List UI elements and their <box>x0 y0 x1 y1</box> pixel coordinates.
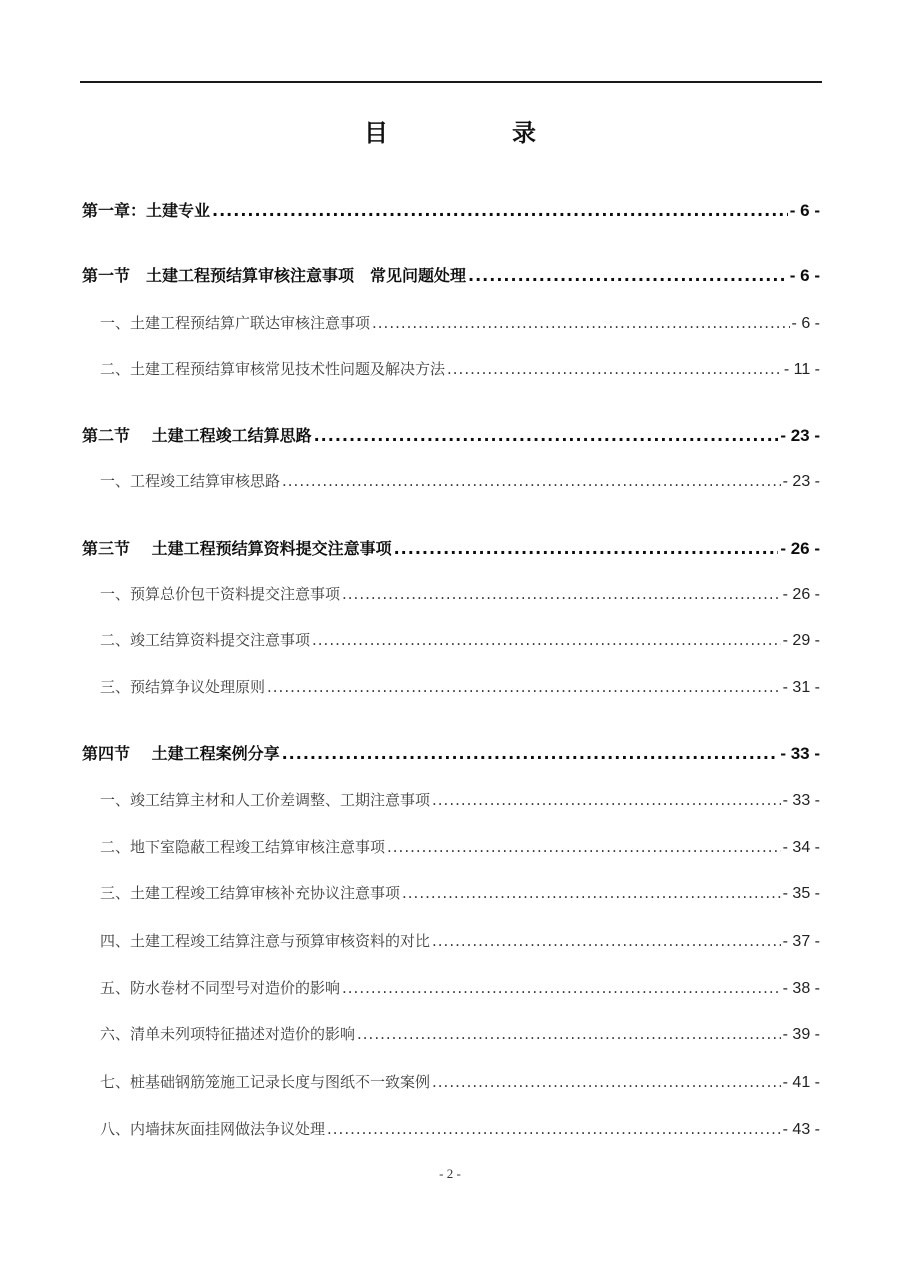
toc-page-number: - 26 - <box>782 586 820 603</box>
toc-entry-4-3[interactable] <box>82 882 820 903</box>
toc-page-number: - 29 - <box>782 632 820 649</box>
toc-leader-dots <box>394 539 779 558</box>
toc-entry-4-7[interactable] <box>82 1071 820 1092</box>
toc-section-2[interactable] <box>82 423 820 446</box>
toc-leader-dots <box>342 979 781 997</box>
toc-leader-dots <box>212 201 788 220</box>
toc-label: 第一章：土建专业 <box>82 201 211 220</box>
toc-page-number: - 23 - <box>780 426 820 445</box>
toc-entry-4-6[interactable] <box>82 1023 820 1044</box>
toc-leader-dots <box>327 1120 781 1138</box>
toc-leader-dots <box>314 426 779 445</box>
toc-label: 第一节 土建工程预结算审核注意事项 常见问题处理 <box>82 266 467 285</box>
toc-entry-3-2[interactable] <box>82 629 820 650</box>
toc-leader-dots <box>282 472 781 490</box>
toc-page-number: - 6 - <box>791 315 820 332</box>
toc-label: 一、竣工结算主材和人工价差调整、工期注意事项 <box>100 791 431 809</box>
toc-label: 一、预算总价包干资料提交注意事项 <box>100 585 341 603</box>
toc-label: 二、竣工结算资料提交注意事项 <box>100 631 311 649</box>
toc-label: 三、土建工程竣工结算审核补充协议注意事项 <box>100 884 401 902</box>
toc-label: 二、土建工程预结算审核常见技术性问题及解决方法 <box>100 360 446 378</box>
toc-chapter-1[interactable] <box>82 198 820 221</box>
page-footer-number: - 2 - <box>439 1166 461 1181</box>
toc-page-number: - 34 - <box>782 839 820 856</box>
toc-leader-dots <box>468 266 788 285</box>
toc-page-number: - 41 - <box>782 1074 820 1091</box>
toc-entry-4-2[interactable] <box>82 836 820 857</box>
toc-entry-4-8[interactable] <box>82 1118 820 1139</box>
toc-entry-1-1[interactable] <box>82 312 820 333</box>
toc-page-number: - 23 - <box>782 473 820 490</box>
toc-leader-dots <box>387 838 781 856</box>
toc-label: 第二节 土建工程竣工结算思路 <box>82 426 312 445</box>
toc-leader-dots <box>402 884 781 902</box>
toc-leader-dots <box>432 1073 781 1091</box>
toc-page-number: - 43 - <box>782 1121 820 1138</box>
toc-leader-dots <box>357 1025 781 1043</box>
toc-label: 七、桩基础钢筋笼施工记录长度与图纸不一致案例 <box>100 1073 431 1091</box>
toc-leader-dots <box>282 744 779 763</box>
toc-leader-dots <box>447 360 782 378</box>
toc-leader-dots <box>372 314 790 332</box>
toc-label: 五、防水卷材不同型号对造价的影响 <box>100 979 341 997</box>
toc-section-1[interactable] <box>82 263 820 286</box>
toc-label: 第四节 土建工程案例分享 <box>82 744 280 763</box>
toc-page-number: - 33 - <box>782 792 820 809</box>
toc-page-number: - 31 - <box>782 679 820 696</box>
toc-page-number: - 11 - <box>783 361 820 378</box>
toc-section-3[interactable] <box>82 536 820 559</box>
toc-entry-3-1[interactable] <box>82 583 820 604</box>
toc-leader-dots <box>432 932 781 950</box>
toc-page-number: - 33 - <box>780 744 820 763</box>
toc-label: 一、工程竣工结算审核思路 <box>100 472 281 490</box>
toc-label: 四、土建工程竣工结算注意与预算审核资料的对比 <box>100 932 431 950</box>
toc-page-number: - 6 - <box>789 201 820 220</box>
toc-entry-4-5[interactable] <box>82 977 820 998</box>
toc-label: 三、预结算争议处理原则 <box>100 678 266 696</box>
toc-label: 二、地下室隐蔽工程竣工结算审核注意事项 <box>100 838 386 856</box>
toc-entry-3-3[interactable] <box>82 676 820 697</box>
toc-page-number: - 39 - <box>782 1026 820 1043</box>
toc-page-number: - 6 - <box>789 266 820 285</box>
toc-page-number: - 35 - <box>782 885 820 902</box>
toc-page-number: - 26 - <box>780 539 820 558</box>
toc-section-4[interactable] <box>82 741 820 764</box>
toc-list <box>82 0 820 1273</box>
toc-page-number: - 37 - <box>782 933 820 950</box>
toc-label: 一、土建工程预结算广联达审核注意事项 <box>100 314 371 332</box>
toc-entry-1-2[interactable] <box>82 358 820 379</box>
toc-leader-dots <box>432 791 781 809</box>
toc-entry-4-1[interactable] <box>82 789 820 810</box>
toc-leader-dots <box>312 631 781 649</box>
toc-page-number: - 38 - <box>782 980 820 997</box>
toc-label: 第三节 土建工程预结算资料提交注意事项 <box>82 539 392 558</box>
toc-leader-dots <box>267 678 781 696</box>
toc-label: 六、清单未列项特征描述对造价的影响 <box>100 1025 356 1043</box>
toc-entry-4-4[interactable] <box>82 930 820 951</box>
toc-entry-2-1[interactable] <box>82 470 820 491</box>
toc-title: 目 录 <box>364 119 586 147</box>
toc-label: 八、内墙抹灰面挂网做法争议处理 <box>100 1120 326 1138</box>
toc-leader-dots <box>342 585 781 603</box>
